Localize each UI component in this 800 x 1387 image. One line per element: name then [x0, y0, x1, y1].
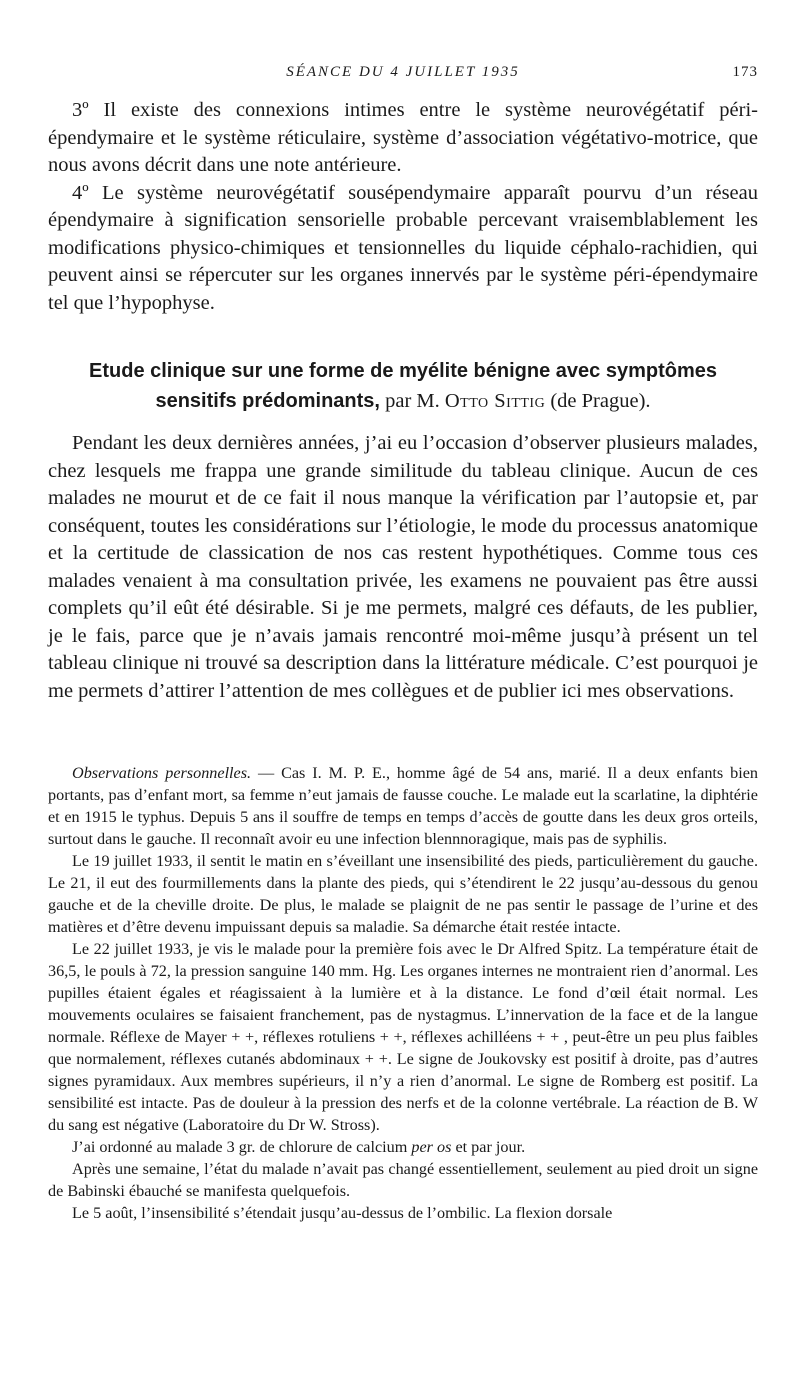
article-affiliation: (de Prague). — [550, 390, 651, 412]
article-title: Etude clinique sur une forme de myélite bénigne avec symptômes sensitifs prédominants, — [89, 360, 717, 412]
article-by: par M. — [385, 390, 440, 412]
treatment-text-end: et par jour. — [451, 1138, 526, 1156]
case-1-exam: Le 22 juillet 1933, je vis le malade pour la première fois avec le Dr Alfred Spitz. La température était de 36,5, le pouls à 72, la pression sanguine 140 mm. Hg. Les organes internes ne montraient rien d’anormal. Les pupilles étaient égales et réagissaient à la lumière et à la distance. Le fond d’œil était normal. Les mouvements oculaires se faisaient franchement, pas de nystagmus. L’innervation de la face et de la langue normale. Réflexe de Mayer + +, réflexes rotuliens + +, réflexes achilléens + + , peut-être un peu plus faibles que normalement, réflexes cutanés abdominaux + +. Le signe de Joukovsky est positif à droite, pas d’autres signes pyramidaux. Aux membres supérieurs, il n’y a rien d’anormal. Le signe de Romberg est positif. La sensibilité est intacte. Pas de douleur à la pression des nerfs et de la colonne vertébrale. La réaction de B. W du sang est négative (Laboratoire du Dr W. Stross). — [48, 940, 758, 1134]
article-intro — [48, 430, 758, 705]
case-1-onset: Le 19 juillet 1933, il sentit le matin en s’éveillant une insensibilité des pieds, particulièrement du gauche. Le 21, il eut des fourmillements dans la plante des pieds, qui s’étendirent le 22 jusqu’au-dessous du genou gauche et de la cheville droite. De plus, le malade se plaignit de ne pas sentir le passage de l’urine et des matières et d’être devenu impuissant depuis sa maladie. Sa démarche était restée intacte. — [48, 852, 758, 936]
conclusion-4: 4º Le système neurovégétatif sousépendymaire apparaît pourvu d’un réseau épendymaire à signification sensorielle probable percevant vraisemblablement les modifications physico-chimiques et tensionnelles du liquide céphalo-rachidien, qui peuvent ainsi se répercuter sur les organes innervés par le système péri-épendymaire tel que l’hypophyse. — [48, 181, 758, 314]
running-head — [48, 64, 758, 88]
running-title: SÉANCE DU 4 JUILLET 1935 — [286, 64, 520, 80]
case-1-treatment — [48, 1136, 758, 1158]
article-heading — [48, 356, 758, 416]
intro-conclusions — [48, 97, 758, 317]
conclusion-3: 3º Il existe des connexions intimes entre le système neurovégétatif péri-épendymaire et le système réticulaire, système d’association végétativo-motrice, que nous avons décrit dans une note antérieure. — [48, 99, 758, 176]
treatment-route: per os — [411, 1138, 452, 1156]
observations-label: Observations personnelles. — [72, 764, 252, 782]
case-1-text: — Cas I. M. P. E., homme âgé de 54 ans, marié. Il a deux enfants bien portants, pas d’enfant mort, sa femme n’eut jamais de fausse couche. Le malade eut la scarlatine, la diphtérie et en 1915 le typhus. Depuis 5 ans il souffre de temps en temps d’accès de goutte dans les deux gros orteils, surtout dans le gauche. Il reconnaît avoir eu une infection blennnoragique, mais pas de syphilis. — [48, 764, 758, 848]
case-1-august: Le 5 août, l’insensibilité s’étendait jusqu’au-dessus de l’ombilic. La flexion dorsale — [72, 1204, 613, 1222]
observations — [48, 762, 758, 1224]
page-number: 173 — [732, 64, 758, 80]
treatment-text: J’ai ordonné au malade 3 gr. de chlorure de calcium — [72, 1138, 412, 1156]
case-1-intro — [48, 762, 758, 850]
case-1-week-later: Après une semaine, l’état du malade n’avait pas changé essentiellement, seulement au pied droit un signe de Babinski ébauché se manifesta quelquefois. — [48, 1160, 758, 1200]
article-paragraph: Pendant les deux dernières années, j’ai eu l’occasion d’observer plusieurs malades, chez lesquels me frappa une grande similitude du tableau clinique. Aucun de ces malades ne mourut et de ce fait il nous manque la vérification par l’autopsie et, par conséquent, toutes les considérations sur l’étiologie, le mode du processus anatomique et la certitude de classication de nos cas restent hypothétiques. Comme tous ces malades venaient à ma consultation privée, les examens ne pouvaient pas être aussi complets qu’il eût été désirable. Si je me permets, malgré ces défauts, de les publier, je le fais, parce que je n’avais jamais rencontré moi-même jusqu’à présent un tel tableau clinique ni trouvé sa description dans la littérature médicale. C’est pourquoi je me permets d’attirer l’attention de mes collègues et de publier ici mes observations. — [48, 432, 758, 702]
article-author: Otto Sittig — [444, 390, 546, 412]
